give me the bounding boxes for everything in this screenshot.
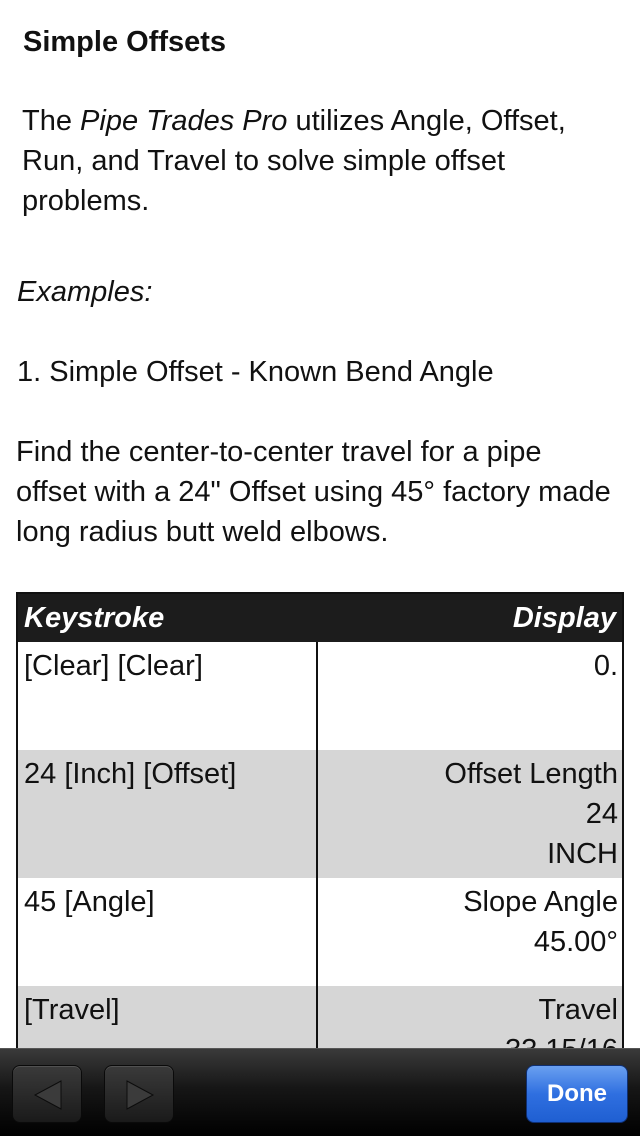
left-triangle-arrow-icon — [33, 1079, 63, 1111]
display-line: Offset Length — [444, 758, 618, 790]
right-triangle-arrow-icon — [125, 1079, 155, 1111]
intro-suffix: utilizes Angle, Offset, Run, and Travel to solve simple offset problems. — [22, 105, 566, 217]
page-title: Simple Offsets — [23, 26, 227, 58]
display-line: 45.00° — [533, 926, 618, 958]
done-button[interactable]: Done — [526, 1065, 628, 1123]
display-line: 0. — [593, 650, 618, 682]
keystroke-cell: 45 [Angle] — [18, 878, 318, 986]
forward-button[interactable] — [104, 1065, 174, 1123]
examples-label: Examples: — [17, 276, 153, 308]
keystroke-header: Keystroke — [24, 601, 165, 634]
display-line: 24 — [585, 798, 618, 830]
display-line: Slope Angle — [463, 886, 618, 918]
intro-paragraph — [22, 101, 612, 221]
display-cell — [318, 642, 622, 750]
example-description: Find the center-to-center travel for a pipe offset with a 24" Offset using 45° factory made long radius butt weld elbows. — [16, 436, 611, 548]
display-cell — [318, 878, 622, 986]
table-row — [18, 642, 622, 750]
keystroke-table — [16, 592, 624, 1094]
display-line: INCH — [547, 838, 618, 870]
display-line: Travel — [538, 994, 618, 1026]
keystroke-cell: [Travel] — [18, 986, 318, 1094]
table-row — [18, 750, 622, 878]
example-heading: 1. Simple Offset - Known Bend Angle — [17, 356, 494, 388]
product-name: Pipe Trades Pro — [80, 105, 288, 137]
keystroke-cell: 24 [Inch] [Offset] — [18, 750, 318, 878]
intro-prefix: The — [22, 105, 81, 137]
display-header: Display — [512, 601, 616, 634]
display-cell — [318, 750, 622, 878]
table-row — [18, 878, 622, 986]
bottom-toolbar — [0, 1048, 640, 1136]
back-button[interactable] — [12, 1065, 82, 1123]
table-header — [18, 594, 622, 642]
keystroke-cell: [Clear] [Clear] — [18, 642, 318, 750]
